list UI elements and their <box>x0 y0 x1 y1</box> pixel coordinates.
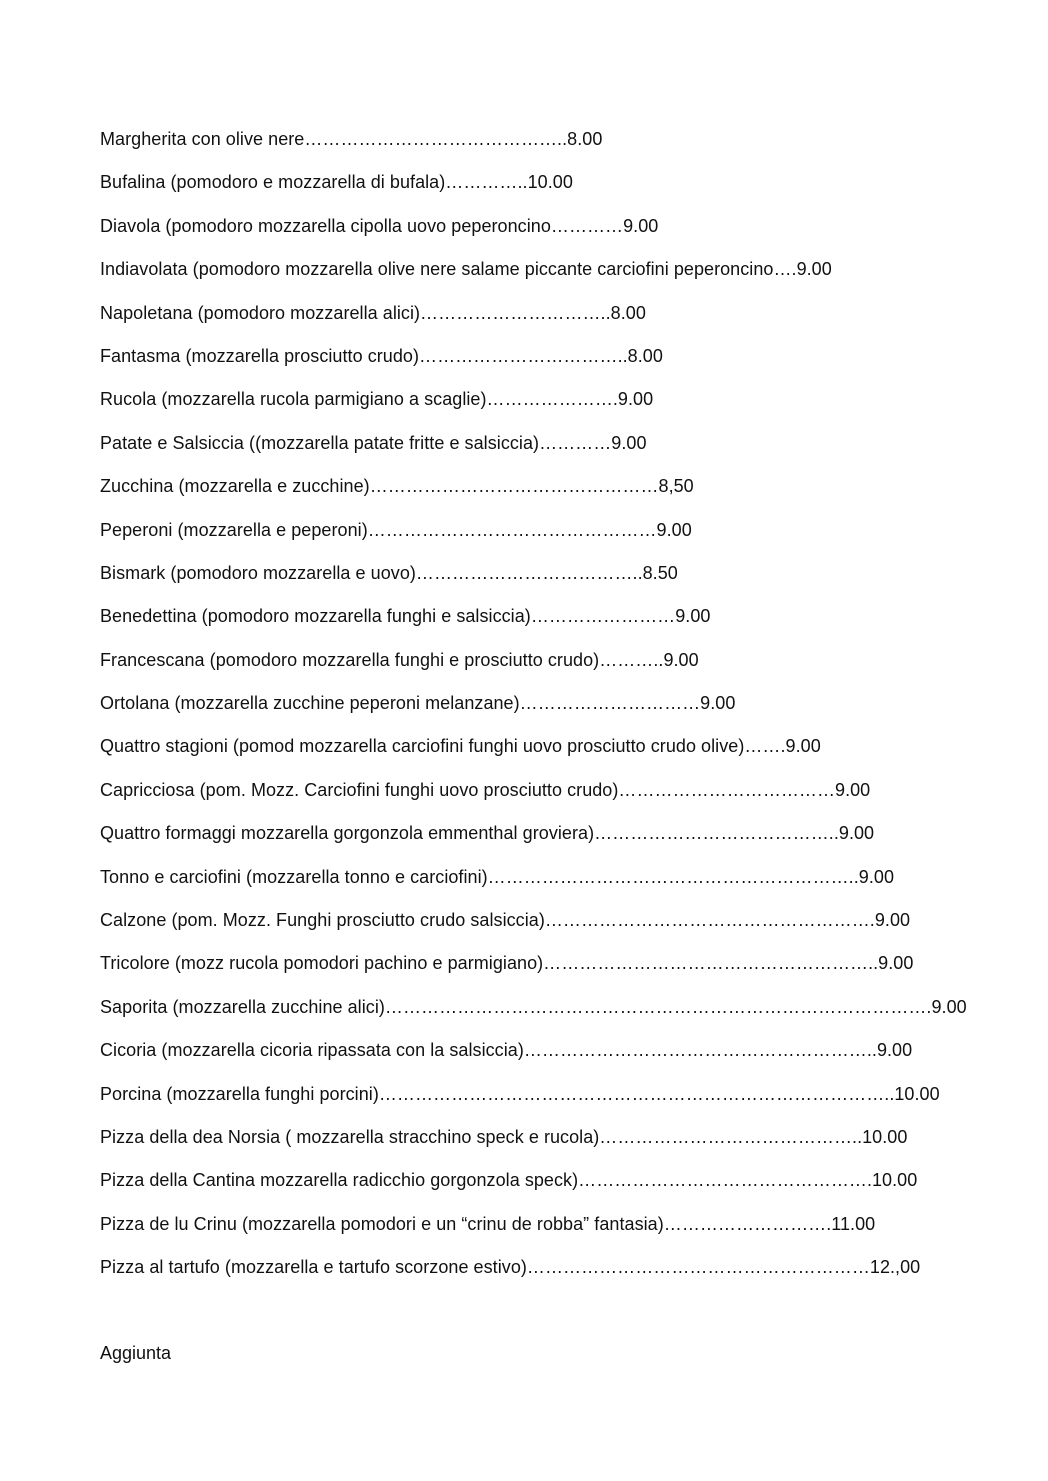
menu-item-lu-crinu: Pizza de lu Crinu (mozzarella pomodori e un “crinu de robba” fantasia)……………………….11.00 <box>100 1213 876 1234</box>
menu-item-margherita: Margherita con olive nere……………………………………..8.00 <box>100 129 603 149</box>
menu-item-porcina: Porcina (mozzarella funghi porcini)…………………………………………………………………………..10.00 <box>100 1083 940 1104</box>
menu-item-diavola: Diavola (pomodoro mozzarella cipolla uovo peperoncino…………9.00 <box>100 215 659 236</box>
menu-item-calzone: Calzone (pom. Mozz. Funghi prosciutto crudo salsiccia)……………………………………………….9.00 <box>100 910 911 931</box>
menu-item-cantina: Pizza della Cantina mozzarella radicchio gorgonzola speck)………………………………………….10.00 <box>100 1170 918 1191</box>
menu-item-rucola: Rucola (mozzarella rucola parmigiano a scaglie)………………….9.00 <box>100 389 654 410</box>
menu-item-francescana: Francescana (pomodoro mozzarella funghi e prosciutto crudo)………..9.00 <box>100 649 699 670</box>
menu-item-fantasma: Fantasma (mozzarella prosciutto crudo)……………………………..8.00 <box>100 345 663 366</box>
menu-item-tricolore: Tricolore (mozz rucola pomodori pachino e parmigiano)………………………………………………..9.00 <box>100 953 914 974</box>
menu-item-napoletana: Napoletana (pomodoro mozzarella alici)…………………………..8.00 <box>100 302 646 323</box>
menu-item-saporita: Saporita (mozzarella zucchine alici)……………………………………………………………………………….9.00 <box>100 996 967 1017</box>
menu-item-quattro-stagioni: Quattro stagioni (pomod mozzarella carciofini funghi uovo prosciutto crudo olive)…….9.00 <box>100 736 821 757</box>
menu-item-dea-norsia: Pizza della dea Norsia ( mozzarella stracchino speck e rucola)……………………………………..10.00 <box>100 1126 908 1147</box>
menu-item-benedettina: Benedettina (pomodoro mozzarella funghi e salsiccia)……………………9.00 <box>100 606 711 627</box>
menu-item-patate-salsiccia: Patate e Salsiccia ((mozzarella patate fritte e salsiccia)…………9.00 <box>100 432 647 453</box>
pizza-menu-list <box>100 126 1000 1298</box>
menu-item-tonno-carciofini: Tonno e carciofini (mozzarella tonno e carciofini)……………………………………………………..9.00 <box>100 866 895 887</box>
menu-item-capricciosa: Capricciosa (pom. Mozz. Carciofini funghi uovo prosciutto crudo)………………………………9.00 <box>100 779 871 800</box>
menu-item-tartufo: Pizza al tartufo (mozzarella e tartufo scorzone estivo)…………………………………………………12.,00 <box>100 1257 921 1278</box>
menu-item-zucchina: Zucchina (mozzarella e zucchine)…………………………………………8,50 <box>100 476 694 497</box>
menu-item-peperoni: Peperoni (mozzarella e peperoni)…………………………………………9.00 <box>100 519 692 540</box>
menu-item-cicoria: Cicoria (mozzarella cicoria ripassata con la salsiccia)…………………………………………………..9.00 <box>100 1040 913 1061</box>
menu-item-ortolana: Ortolana (mozzarella zucchine peperoni melanzane)…………………………9.00 <box>100 693 736 714</box>
menu-item-quattro-formaggi: Quattro formaggi mozzarella gorgonzola emmenthal groviera)…………………………………..9.00 <box>100 823 875 844</box>
menu-item-bismark: Bismark (pomodoro mozzarella e uovo)………………………………..8.50 <box>100 562 678 583</box>
menu-item-bufalina: Bufalina (pomodoro e mozzarella di bufala)…………..10.00 <box>100 172 573 193</box>
aggiunta-heading: Aggiunta <box>100 1343 172 1363</box>
menu-item-indiavolata: Indiavolata (pomodoro mozzarella olive nere salame piccante carciofini peperoncino….9.00 <box>100 259 832 280</box>
